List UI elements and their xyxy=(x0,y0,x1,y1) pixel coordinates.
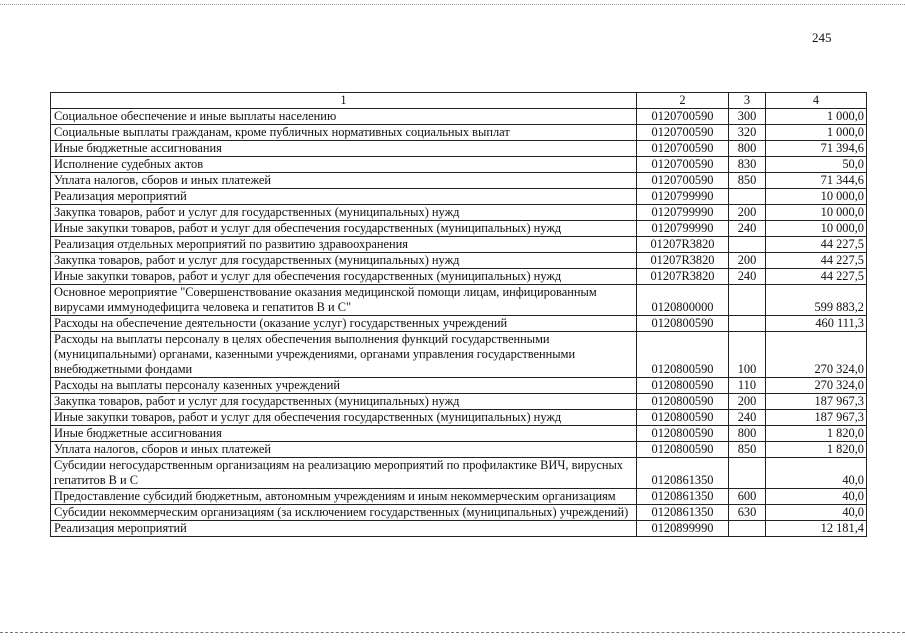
table-row xyxy=(51,426,867,442)
row-type-cell: 800 xyxy=(729,426,766,442)
row-amount-cell: 12 181,4 xyxy=(766,521,867,537)
row-type-cell: 240 xyxy=(729,269,766,285)
row-amount-cell: 187 967,3 xyxy=(766,410,867,426)
row-name-cell: Социальные выплаты гражданам, кроме публичных нормативных социальных выплат xyxy=(51,125,637,141)
row-code-cell: 0120800590 xyxy=(637,378,729,394)
table-row xyxy=(51,410,867,426)
row-type-cell: 240 xyxy=(729,410,766,426)
row-type-cell xyxy=(729,316,766,332)
row-amount-cell: 1 820,0 xyxy=(766,426,867,442)
scan-bottom-edge xyxy=(0,632,905,633)
row-amount-cell: 40,0 xyxy=(766,505,867,521)
row-name-cell: Закупка товаров, работ и услуг для государственных (муниципальных) нужд xyxy=(51,394,637,410)
row-code-cell: 0120861350 xyxy=(637,458,729,489)
header-col-3: 3 xyxy=(729,93,766,109)
row-name-cell: Субсидии некоммерческим организациям (за исключением государственных (муниципальных) учреждений) xyxy=(51,505,637,521)
row-amount-cell: 40,0 xyxy=(766,458,867,489)
row-type-cell xyxy=(729,285,766,316)
table-row xyxy=(51,489,867,505)
row-type-cell xyxy=(729,458,766,489)
table-row xyxy=(51,521,867,537)
row-type-cell xyxy=(729,189,766,205)
row-type-cell: 850 xyxy=(729,173,766,189)
row-type-cell: 320 xyxy=(729,125,766,141)
table-row xyxy=(51,316,867,332)
row-name-cell: Иные бюджетные ассигнования xyxy=(51,141,637,157)
table-row xyxy=(51,505,867,521)
row-amount-cell: 44 227,5 xyxy=(766,237,867,253)
header-col-4: 4 xyxy=(766,93,867,109)
row-type-cell: 830 xyxy=(729,157,766,173)
row-name-cell: Расходы на обеспечение деятельности (оказание услуг) государственных учреждений xyxy=(51,316,637,332)
row-amount-cell: 10 000,0 xyxy=(766,189,867,205)
table-row xyxy=(51,237,867,253)
row-amount-cell: 187 967,3 xyxy=(766,394,867,410)
row-type-cell: 300 xyxy=(729,109,766,125)
row-type-cell xyxy=(729,237,766,253)
row-name-cell: Уплата налогов, сборов и иных платежей xyxy=(51,442,637,458)
row-name-cell: Иные закупки товаров, работ и услуг для обеспечения государственных (муниципальных) нужд xyxy=(51,410,637,426)
row-code-cell: 0120799990 xyxy=(637,221,729,237)
row-type-cell: 100 xyxy=(729,332,766,378)
row-code-cell: 0120861350 xyxy=(637,505,729,521)
row-amount-cell: 599 883,2 xyxy=(766,285,867,316)
row-type-cell: 850 xyxy=(729,442,766,458)
table-row xyxy=(51,109,867,125)
table-row xyxy=(51,125,867,141)
table-row xyxy=(51,332,867,378)
row-name-cell: Закупка товаров, работ и услуг для государственных (муниципальных) нужд xyxy=(51,253,637,269)
table-row xyxy=(51,221,867,237)
row-code-cell: 01207R3820 xyxy=(637,237,729,253)
table-row xyxy=(51,394,867,410)
row-amount-cell: 10 000,0 xyxy=(766,221,867,237)
row-amount-cell: 1 000,0 xyxy=(766,109,867,125)
row-name-cell: Субсидии негосударственным организациям на реализацию мероприятий по профилактике ВИЧ, вирусных гепатитов В и С xyxy=(51,458,637,489)
row-amount-cell: 40,0 xyxy=(766,489,867,505)
row-name-cell: Реализация мероприятий xyxy=(51,521,637,537)
row-code-cell: 0120800000 xyxy=(637,285,729,316)
row-code-cell: 0120799990 xyxy=(637,205,729,221)
row-code-cell: 0120700590 xyxy=(637,109,729,125)
table-row xyxy=(51,205,867,221)
row-code-cell: 0120861350 xyxy=(637,489,729,505)
row-type-cell: 200 xyxy=(729,205,766,221)
row-amount-cell: 1 820,0 xyxy=(766,442,867,458)
table-row xyxy=(51,442,867,458)
row-code-cell: 0120800590 xyxy=(637,410,729,426)
row-code-cell: 0120899990 xyxy=(637,521,729,537)
table-row xyxy=(51,269,867,285)
row-amount-cell: 44 227,5 xyxy=(766,253,867,269)
row-type-cell: 200 xyxy=(729,253,766,269)
row-amount-cell: 71 344,6 xyxy=(766,173,867,189)
row-name-cell: Расходы на выплаты персоналу казенных учреждений xyxy=(51,378,637,394)
row-type-cell xyxy=(729,521,766,537)
table-row xyxy=(51,173,867,189)
row-name-cell: Предоставление субсидий бюджетным, автономным учреждениям и иным некоммерческим организациям xyxy=(51,489,637,505)
table-row xyxy=(51,285,867,316)
table-row xyxy=(51,141,867,157)
row-type-cell: 600 xyxy=(729,489,766,505)
scan-top-edge xyxy=(0,4,905,5)
row-name-cell: Исполнение судебных актов xyxy=(51,157,637,173)
row-amount-cell: 44 227,5 xyxy=(766,269,867,285)
row-code-cell: 0120800590 xyxy=(637,394,729,410)
row-code-cell: 0120700590 xyxy=(637,125,729,141)
row-code-cell: 0120800590 xyxy=(637,332,729,378)
row-amount-cell: 270 324,0 xyxy=(766,378,867,394)
row-code-cell: 0120700590 xyxy=(637,141,729,157)
row-code-cell: 0120800590 xyxy=(637,316,729,332)
row-amount-cell: 50,0 xyxy=(766,157,867,173)
table-row xyxy=(51,253,867,269)
row-name-cell: Иные бюджетные ассигнования xyxy=(51,426,637,442)
row-name-cell: Основное мероприятие "Совершенствование оказания медицинской помощи лицам, инфицированным вирусами иммунодефицита человека и гепатитов В и С" xyxy=(51,285,637,316)
page-number: 245 xyxy=(812,30,832,45)
row-type-cell: 200 xyxy=(729,394,766,410)
budget-table xyxy=(50,92,867,537)
table-header-row xyxy=(51,93,867,109)
row-name-cell: Социальное обеспечение и иные выплаты населению xyxy=(51,109,637,125)
header-col-2: 2 xyxy=(637,93,729,109)
row-amount-cell: 460 111,3 xyxy=(766,316,867,332)
row-code-cell: 0120700590 xyxy=(637,173,729,189)
table-row xyxy=(51,157,867,173)
row-code-cell: 0120800590 xyxy=(637,426,729,442)
row-name-cell: Закупка товаров, работ и услуг для государственных (муниципальных) нужд xyxy=(51,205,637,221)
row-type-cell: 630 xyxy=(729,505,766,521)
row-name-cell: Иные закупки товаров, работ и услуг для обеспечения государственных (муниципальных) нужд xyxy=(51,269,637,285)
row-name-cell: Иные закупки товаров, работ и услуг для обеспечения государственных (муниципальных) нужд xyxy=(51,221,637,237)
row-type-cell: 110 xyxy=(729,378,766,394)
row-name-cell: Реализация отдельных мероприятий по развитию здравоохранения xyxy=(51,237,637,253)
row-code-cell: 0120799990 xyxy=(637,189,729,205)
table-row xyxy=(51,458,867,489)
table-row xyxy=(51,378,867,394)
row-code-cell: 01207R3820 xyxy=(637,269,729,285)
row-amount-cell: 71 394,6 xyxy=(766,141,867,157)
row-name-cell: Уплата налогов, сборов и иных платежей xyxy=(51,173,637,189)
row-code-cell: 01207R3820 xyxy=(637,253,729,269)
header-col-1: 1 xyxy=(51,93,637,109)
row-type-cell: 240 xyxy=(729,221,766,237)
table-row xyxy=(51,189,867,205)
row-amount-cell: 1 000,0 xyxy=(766,125,867,141)
row-amount-cell: 270 324,0 xyxy=(766,332,867,378)
row-code-cell: 0120700590 xyxy=(637,157,729,173)
row-type-cell: 800 xyxy=(729,141,766,157)
row-name-cell: Расходы на выплаты персоналу в целях обеспечения выполнения функций государственными (муниципальными) органами, казенными учреждениями, органами управления государственными внебюджетными фондами xyxy=(51,332,637,378)
row-code-cell: 0120800590 xyxy=(637,442,729,458)
row-name-cell: Реализация мероприятий xyxy=(51,189,637,205)
row-amount-cell: 10 000,0 xyxy=(766,205,867,221)
